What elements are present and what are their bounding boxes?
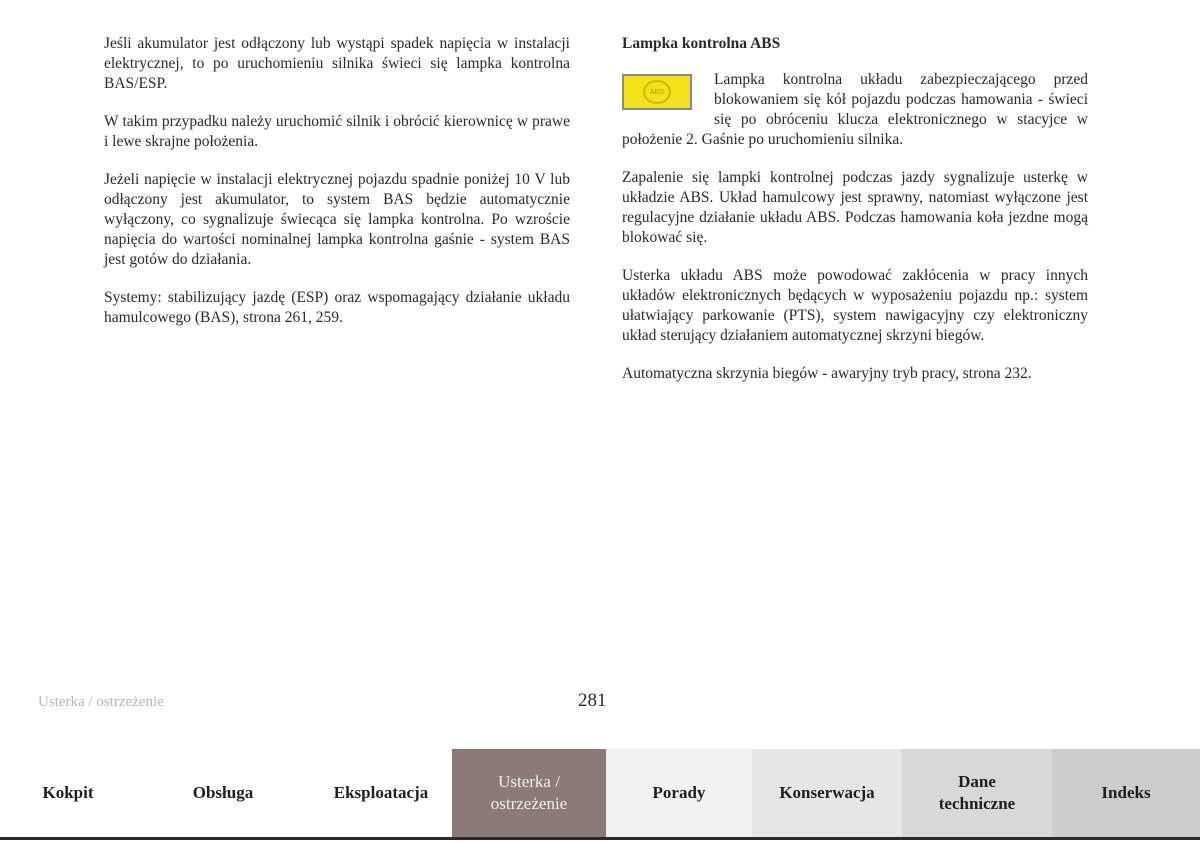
paragraph: Jeżeli napięcie w instalacji elektrycznej pojazdu spadnie poniżej 10 V lub odłączony jest akumulator, to system BAS będzie automatycznie wyłączony, co sygnalizuje świecąca się lampka kontrolna. Po wzroście napięcia do wartości nominalnej lampka kontrolna gaśnie - system BAS jest gotów do działania. xyxy=(104,171,570,268)
chapter-navigation xyxy=(0,749,1200,837)
tab-usterka-ostrzezenie[interactable]: Usterka / ostrzeżenie xyxy=(452,749,606,837)
abs-lamp-block xyxy=(622,70,1088,150)
footer-section-label: Usterka / ostrzeżenie xyxy=(38,694,164,710)
paragraph: Systemy: stabilizujący jazdę (ESP) oraz wspomagający działanie układu hamulcowego (BAS), strona 261, 259. xyxy=(104,289,570,326)
tab-dane-techniczne[interactable]: Dane techniczne xyxy=(902,749,1052,837)
paragraph: Usterka układu ABS może powodować zakłócenia w pracy innych układów elektronicznych będących w wyposażeniu pojazdu np.: system ułatwiający parkowanie (PTS), system nawigacyjny czy elektroniczny układ sterujący działaniem automatycznej skrzyni biegów. xyxy=(622,267,1088,344)
abs-description: Lampka kontrolna układu zabezpieczającego przed blokowaniem się kół pojazdu podczas hamowania - świeci się po obróceniu klucza elektronicznego w stacyjce w położenie 2. Gaśnie po uruchomieniu silnika. xyxy=(622,71,1088,148)
tab-indeks[interactable]: Indeks xyxy=(1052,749,1200,837)
paragraph: W takim przypadku należy uruchomić silnik i obrócić kierownicę w prawe i lewe skrajne położenia. xyxy=(104,113,570,150)
right-column xyxy=(622,34,1088,402)
tab-kokpit[interactable]: Kokpit xyxy=(42,783,94,802)
paragraph: Zapalenie się lampki kontrolnej podczas jazdy sygnalizuje usterkę w układzie ABS. Układ hamulcowy jest sprawny, natomiast wyłączone jest regulacyjne działanie układu ABS. Podczas hamowania koła jezdne mogą blokować się. xyxy=(622,169,1088,246)
bottom-divider xyxy=(0,837,1200,840)
left-column xyxy=(104,34,570,346)
section-heading: Lampka kontrolna ABS xyxy=(622,35,781,52)
abs-warning-lamp-icon xyxy=(622,74,692,110)
abs-lamp-label: ABS xyxy=(643,80,671,104)
tab-konserwacja[interactable]: Konserwacja xyxy=(752,749,902,837)
tab-porady[interactable]: Porady xyxy=(606,749,752,837)
tab-obsluga[interactable]: Obsługa xyxy=(192,783,254,802)
paragraph: Automatyczna skrzynia biegów - awaryjny tryb pracy, strona 232. xyxy=(622,365,1032,382)
page-number: 281 xyxy=(578,690,607,711)
paragraph: Jeśli akumulator jest odłączony lub wystąpi spadek napięcia w instalacji elektrycznej, to po uruchomieniu silnika świeci się lampka kontrolna BAS/ESP. xyxy=(104,35,570,92)
tab-eksploatacja[interactable]: Eksploatacja xyxy=(333,783,429,802)
